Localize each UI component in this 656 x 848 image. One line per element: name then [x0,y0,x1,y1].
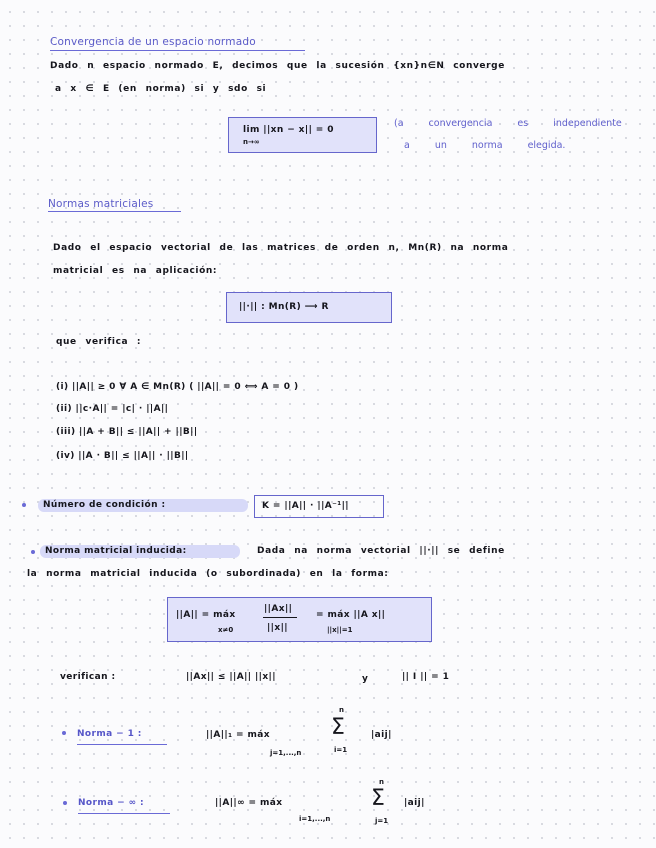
verifica-label: que verifica : [56,337,142,347]
convergencia-line-1: Dado n espacio normado E, decimos que la sucesión {xn}n∈N converge [50,61,505,71]
norma-1-sum-upper: n [339,706,344,714]
inducida-line-2: la norma matricial inducida (o subordinada) en la forma: [27,569,389,579]
limit-formula-box [228,117,377,153]
norma-1-sum-lower: i=1 [334,746,348,754]
norma-1-max-subscript: j=1,...,n [270,749,302,757]
norma-inf-sum-lower: j=1 [375,817,389,825]
title-underline [50,50,305,51]
norma-inf-sum-upper: n [379,778,384,786]
normas-line-1: Dado el espacio vectorial de las matrices de orden n, Mn(R) na norma [53,243,509,253]
limit-subscript: n→∞ [243,138,260,146]
convergencia-note-2: a un norma elegida. [404,140,566,151]
norm-map-box [226,292,392,323]
title-underline [48,211,181,212]
norma-inf-term: |aij| [404,798,425,808]
section-title-normas-matriciales: Normas matriciales [48,198,154,210]
norma-1-lhs: ||A||₁ = máx [206,730,270,740]
condicion-formula-box [254,495,384,518]
norma-1-label: Norma − 1 : [77,729,142,739]
norma-inf-label: Norma − ∞ : [78,798,145,808]
condicion-label: Número de condición : [43,500,166,510]
norma-inf-max-subscript: i=1,...,n [299,815,331,823]
induced-rhs: = máx ||A x|| [316,610,386,620]
identity-norm-property: || I || = 1 [402,672,450,682]
property-i: (i) ||A|| ≥ 0 ∀ A ∈ Mn(R) ( ||A|| = 0 ⟺ A = 0 ) [56,382,299,392]
fraction-bar [263,617,297,618]
convergencia-line-2: a x ∈ E (en norma) si y sdo si [55,84,267,94]
bullet-icon [62,731,66,735]
induced-lhs-subscript: x≠0 [218,626,234,634]
bullet-icon [22,503,26,507]
induced-frac-numerator: ||Ax|| [264,604,293,614]
induced-frac-denominator: ||x|| [267,623,288,633]
property-iv: (iv) ||A · B|| ≤ ||A|| · ||B|| [56,451,189,461]
bullet-icon [31,550,35,554]
conjunction-y: y [362,674,369,684]
induced-norm-formula-box [167,597,432,642]
section-title-convergencia: Convergencia de un espacio normado [50,36,256,48]
norma-inf-lhs: ||A||∞ = máx [215,798,283,808]
compatibility-property: ||Ax|| ≤ ||A|| ||x|| [186,672,276,682]
condicion-formula: K = ||A|| · ||A⁻¹|| [262,501,349,511]
verifican-label: verifican : [60,672,116,682]
inducida-label: Norma matricial inducida: [45,546,187,556]
norm-map-formula: ||·|| : Mn(R) ⟶ R [239,302,329,312]
norma-1-term: |aij| [371,730,392,740]
convergencia-note-1: (a convergencia es independiente [394,118,622,129]
normas-line-2: matricial es na aplicación: [53,266,218,276]
property-ii: (ii) ||c·A|| = |c| · ||A|| [56,404,169,414]
label-underline [78,813,170,814]
bullet-icon [63,801,67,805]
sum-icon: Σ [371,786,385,811]
label-underline [77,744,167,745]
inducida-line-1: Dada na norma vectorial ||·|| se define [257,546,505,556]
induced-lhs: ||A|| = máx [176,610,236,620]
limit-formula: lim ||xn − x|| = 0 [243,125,334,135]
induced-rhs-subscript: ||x||=1 [327,626,353,634]
property-iii: (iii) ||A + B|| ≤ ||A|| + ||B|| [56,427,198,437]
sum-icon: Σ [331,715,345,740]
